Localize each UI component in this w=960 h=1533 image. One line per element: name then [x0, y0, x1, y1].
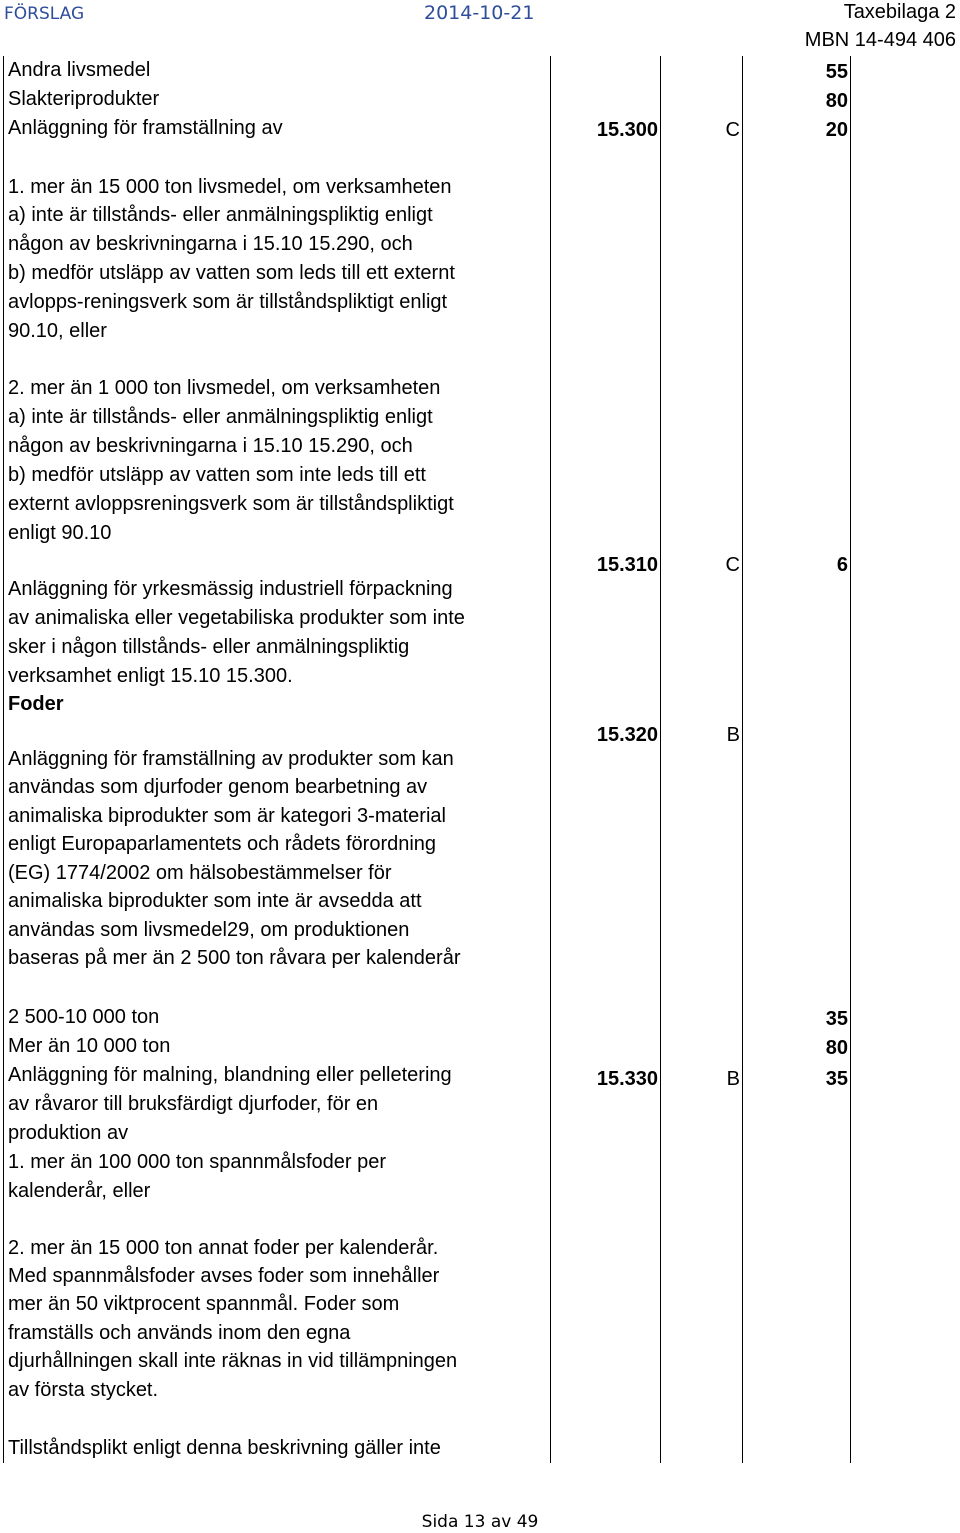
row-fee: 35 — [825, 1068, 848, 1090]
row-code: 15.330 — [596, 1068, 658, 1090]
row-text: Anläggning för malning, blandning eller pelletering — [8, 1064, 452, 1086]
table-border-right — [850, 56, 851, 1463]
appendix-label: Taxebilaga 2 — [843, 1, 956, 23]
table-divider-code — [550, 56, 551, 1463]
row-category: C — [725, 119, 740, 141]
row-fee: 55 — [825, 61, 848, 83]
row-category: C — [725, 554, 740, 576]
draft-status: FÖRSLAG — [4, 4, 85, 24]
list-item: 1. mer än 100 000 ton spannmålsfoder per — [8, 1151, 387, 1173]
row-text: Anläggning för framställning av — [8, 117, 283, 139]
list-item: baseras på mer än 2 500 ton råvara per kalenderår — [8, 947, 461, 969]
list-item: 90.10, eller — [8, 320, 107, 342]
table-border-left — [3, 56, 4, 1463]
list-item: a) inte är tillstånds- eller anmälningspliktig enligt — [8, 204, 433, 226]
list-item: verksamhet enligt 15.10 15.300. — [8, 665, 293, 687]
list-item: a) inte är tillstånds- eller anmälningspliktig enligt — [8, 406, 433, 428]
list-item: avlopps-reningsverk som är tillståndspliktigt enligt — [8, 291, 448, 313]
row-text: Slakteriprodukter — [8, 88, 160, 110]
list-item: användas som djurfoder genom bearbetning av — [8, 776, 428, 798]
list-item: Med spannmålsfoder avses foder som innehåller — [8, 1265, 440, 1287]
list-item: framställs och används inom den egna — [8, 1322, 351, 1344]
row-fee: 35 — [825, 1008, 848, 1030]
list-item: någon av beskrivningarna i 15.10 15.290, och — [8, 435, 413, 457]
row-category: B — [726, 1068, 740, 1090]
list-item: Anläggning för framställning av produkter som kan — [8, 748, 454, 770]
document-date: 2014-10-21 — [424, 2, 535, 24]
list-item: b) medför utsläpp av vatten som leds till ett externt — [8, 262, 455, 284]
page-number: Sida 13 av 49 — [421, 1512, 539, 1532]
reference-number: MBN 14-494 406 — [804, 29, 956, 51]
list-item: externt avloppsreningsverk som är tillståndspliktigt — [8, 493, 454, 515]
list-item: b) medför utsläpp av vatten som inte leds till ett — [8, 464, 426, 486]
list-item: animaliska biprodukter som inte är avsedda att — [8, 890, 422, 912]
list-item: mer än 50 viktprocent spannmål. Foder som — [8, 1293, 400, 1315]
table-divider-category — [660, 56, 661, 1463]
row-text: Andra livsmedel — [8, 59, 151, 81]
list-item: djurhållningen skall inte räknas in vid tillämpningen — [8, 1350, 458, 1372]
list-item: (EG) 1774/2002 om hälsobestämmelser för — [8, 862, 392, 884]
list-item: enligt 90.10 — [8, 522, 112, 544]
list-item: 1. mer än 15 000 ton livsmedel, om verksamheten — [8, 176, 452, 198]
row-text: 2 500-10 000 ton — [8, 1006, 160, 1028]
row-fee: 6 — [836, 554, 848, 576]
list-item: 2. mer än 15 000 ton annat foder per kalenderår. — [8, 1237, 439, 1259]
section-heading: Foder — [8, 693, 64, 715]
list-item: av råvaror till bruksfärdigt djurfoder, för en — [8, 1093, 379, 1115]
list-item: Anläggning för yrkesmässig industriell förpackning — [8, 578, 453, 600]
row-fee: 20 — [825, 119, 848, 141]
row-fee: 80 — [825, 1037, 848, 1059]
row-category: B — [726, 724, 740, 746]
row-code: 15.300 — [596, 119, 658, 141]
row-code: 15.320 — [596, 724, 658, 746]
row-fee: 80 — [825, 90, 848, 112]
list-item: någon av beskrivningarna i 15.10 15.290, och — [8, 233, 413, 255]
list-item: kalenderår, eller — [8, 1180, 151, 1202]
list-item: 2. mer än 1 000 ton livsmedel, om verksamheten — [8, 377, 441, 399]
row-text: Mer än 10 000 ton — [8, 1035, 171, 1057]
list-item: animaliska biprodukter som är kategori 3-material — [8, 805, 446, 827]
list-item: av första stycket. — [8, 1379, 159, 1401]
list-item: Tillståndsplikt enligt denna beskrivning gäller inte — [8, 1437, 441, 1459]
list-item: av animaliska eller vegetabiliska produkter som inte — [8, 607, 465, 629]
row-code: 15.310 — [596, 554, 658, 576]
table-divider-fee — [742, 56, 743, 1463]
list-item: användas som livsmedel29, om produktionen — [8, 919, 410, 941]
list-item: produktion av — [8, 1122, 129, 1144]
list-item: enligt Europaparlamentets och rådets förordning — [8, 833, 437, 855]
list-item: sker i någon tillstånds- eller anmälningspliktig — [8, 636, 410, 658]
